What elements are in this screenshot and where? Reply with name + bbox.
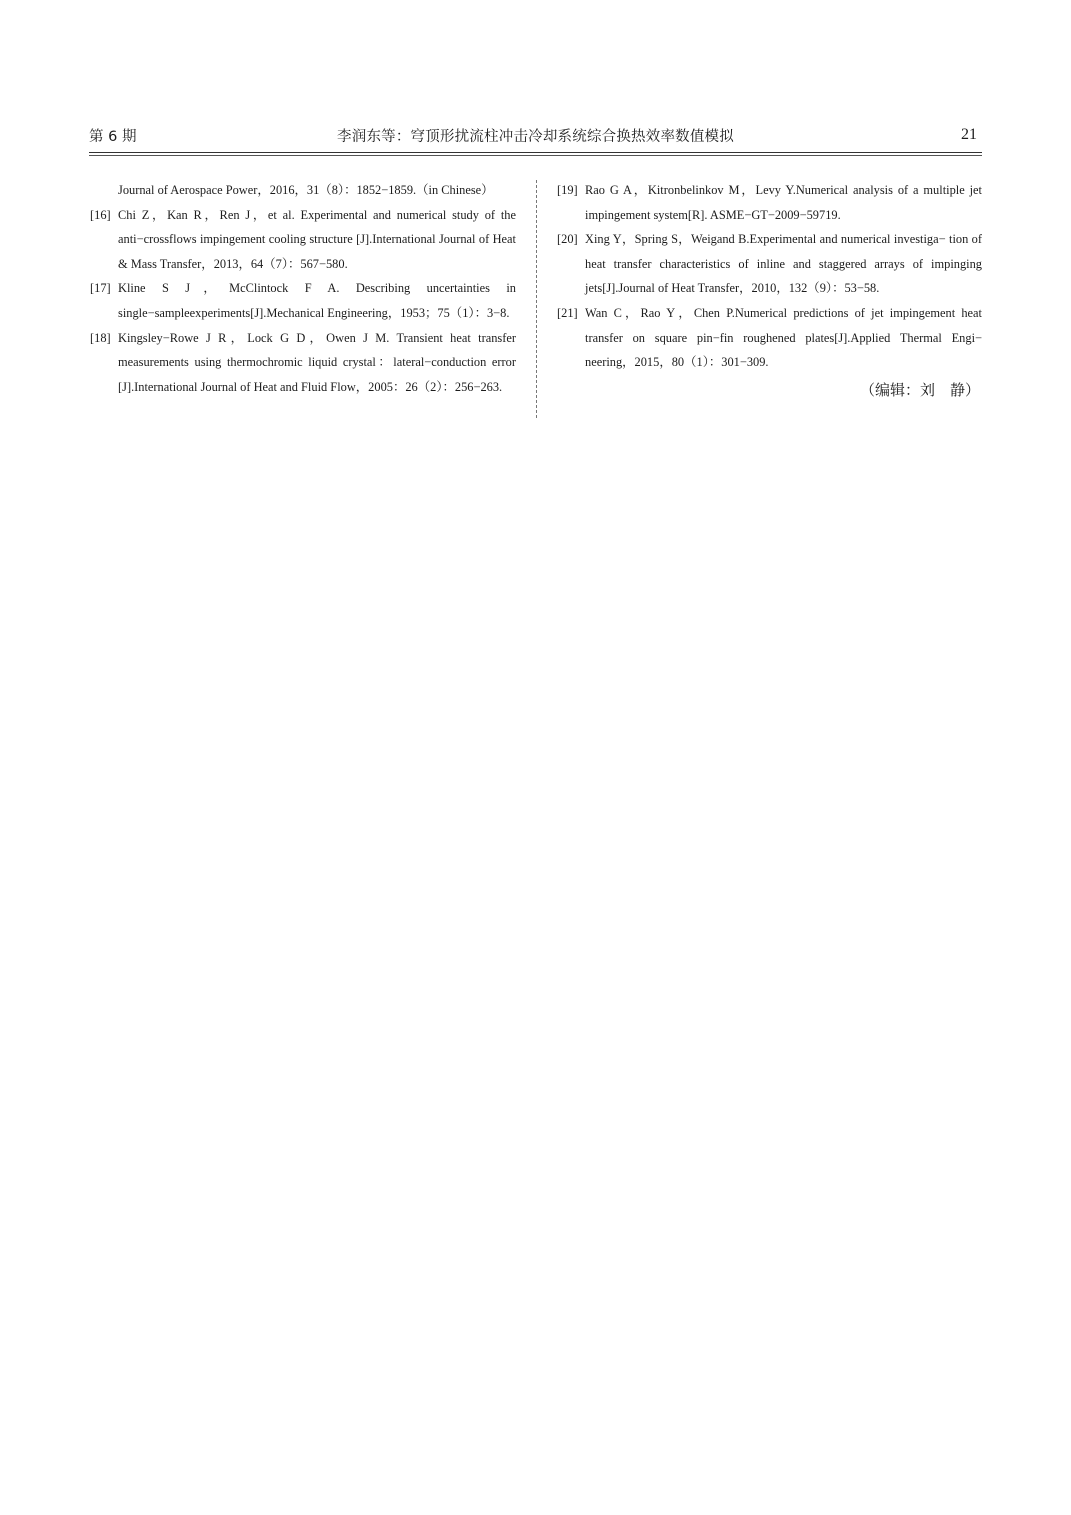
reference-item <box>557 178 982 227</box>
issue-number: 第 6 期 <box>89 129 137 145</box>
reference-text: Kline S J，McClintock F A. Describing uncertainties in single−sampleexperiments[J].Mechanical Engineering，1953；75（1）：3−8. <box>118 281 516 320</box>
reference-item <box>90 276 516 325</box>
reference-text: Xing Y，Spring S，Weigand B.Experimental and numerical investiga− tion of heat transfer characteristics of inline and staggered arrays of impinging jets[J].Journal of Heat Transfer，2010，132（9）：53−58. <box>585 232 982 296</box>
reference-number: [16] <box>90 207 111 222</box>
running-header <box>89 126 982 148</box>
reference-text: Chi Z，Kan R，Ren J，et al. Experimental and numerical study of the anti−crossflows impingement cooling structure [J].International Journal of Heat & Mass Transfer，2013，64（7）：567−580. <box>118 207 516 271</box>
reference-item <box>557 301 982 375</box>
reference-number: [21] <box>557 305 578 320</box>
column-divider <box>536 180 537 418</box>
reference-number: [18] <box>90 330 111 345</box>
reference-text: Rao G A，Kitronbelinkov M，Levy Y.Numerical analysis of a multiple jet impingement system[R]. ASME−GT−2009−59719. <box>585 183 982 222</box>
reference-number: [19] <box>557 183 578 197</box>
reference-text: Wan C，Rao Y，Chen P.Numerical predictions of jet impingement heat transfer on square pin−fin roughened plates[J].Applied Thermal Engi− neering，2015，80（1）：301−309. <box>585 305 982 370</box>
left-column <box>90 178 516 399</box>
reference-number: [17] <box>90 281 111 296</box>
header-rule-thin <box>89 155 982 156</box>
reference-continuation: Journal of Aerospace Power，2016，31（8）：1852−1859.（in Chinese） <box>118 183 494 197</box>
header-rule <box>89 152 982 153</box>
editor-note: （编辑：刘 静） <box>859 380 980 399</box>
reference-text: Kingsley−Rowe J R，Lock G D，Owen J M. Transient heat transfer measurements using thermochromic liquid crystal：lateral−conduction error [J].International Journal of Heat and Fluid Flow，2005：26（2）：256−263. <box>118 330 516 394</box>
reference-item <box>90 203 516 277</box>
running-title: 李润东等：穹顶形扰流柱冲击冷却系统综合换热效率数值模拟 <box>337 129 734 145</box>
right-column <box>557 178 982 401</box>
page-number: 21 <box>961 126 977 143</box>
reference-item <box>90 326 516 400</box>
reference-number: [20] <box>557 232 578 247</box>
reference-item <box>557 227 982 301</box>
